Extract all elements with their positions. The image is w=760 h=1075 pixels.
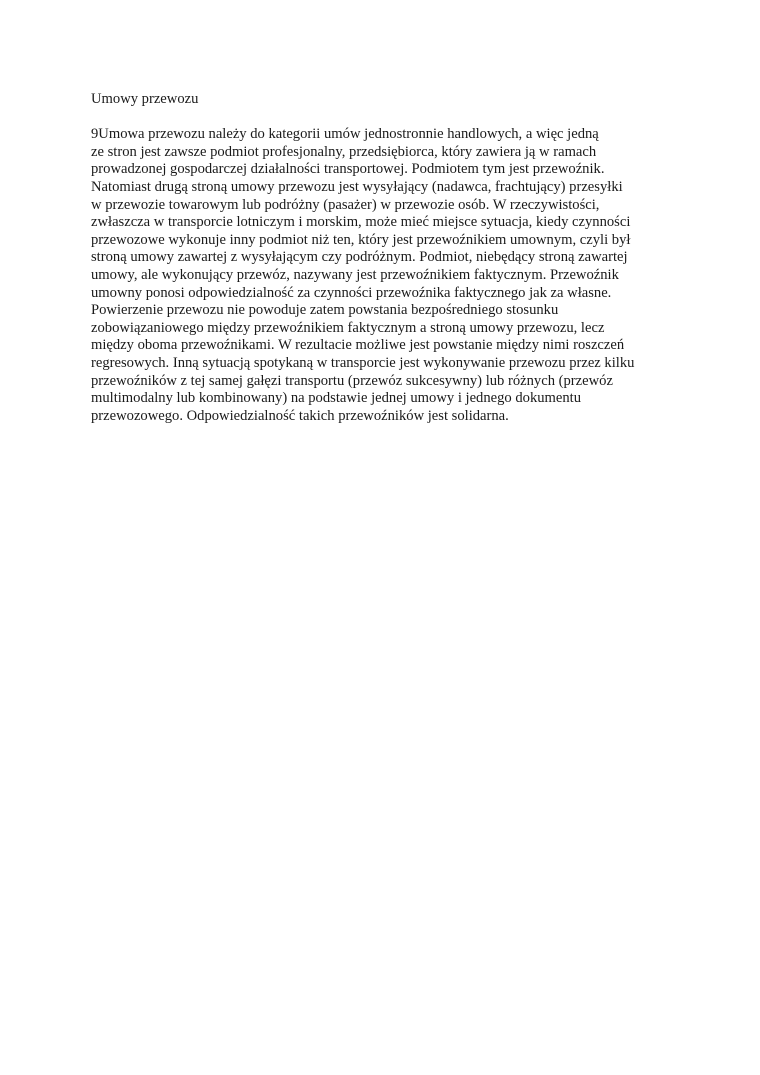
paragraph-line: Powierzenie przewozu nie powoduje zatem powstania bezpośredniego stosunku — [91, 302, 559, 319]
document-title: Umowy przewozu — [91, 91, 199, 107]
document-paragraph — [91, 126, 671, 425]
paragraph-line: Natomiast drugą stroną umowy przewozu jest wysyłający (nadawca, frachtujący) przesyłki — [91, 178, 623, 195]
document-body — [91, 91, 671, 425]
paragraph-line: umowny ponosi odpowiedzialność za czynności przewoźnika faktycznego jak za własne. — [91, 284, 612, 301]
paragraph-line: regresowych. Inną sytuacją spotykaną w transporcie jest wykonywanie przewozu przez kilku — [91, 354, 635, 371]
paragraph-line: między oboma przewoźnikami. W rezultacie możliwe jest powstanie między nimi roszczeń — [91, 337, 625, 354]
paragraph-line: w przewozie towarowym lub podróżny (pasażer) w przewozie osób. W rzeczywistości, — [91, 196, 600, 213]
paragraph-line: prowadzonej gospodarczej działalności transportowej. Podmiotem tym jest przewoźnik. — [91, 161, 605, 178]
paragraph-line: multimodalny lub kombinowany) na podstawie jednej umowy i jednego dokumentu — [91, 390, 582, 407]
paragraph-line: stroną umowy zawartej z wysyłającym czy podróżnym. Podmiot, niebędący stroną zawartej — [91, 249, 628, 266]
paragraph-line: przewozowego. Odpowiedzialność takich przewoźników jest solidarna. — [91, 407, 509, 424]
paragraph-line: zobowiązaniowego między przewoźnikiem faktycznym a stroną umowy przewozu, lecz — [91, 319, 605, 336]
paragraph-line: przewozowe wykonuje inny podmiot niż ten, który jest przewoźnikiem umownym, czyli był — [91, 231, 631, 248]
paragraph-line: umowy, ale wykonujący przewóz, nazywany jest przewoźnikiem faktycznym. Przewoźnik — [91, 266, 619, 283]
paragraph-line: 9Umowa przewozu należy do kategorii umów jednostronnie handlowych, a więc jedną — [91, 126, 599, 143]
paragraph-line: ze stron jest zawsze podmiot profesjonalny, przedsiębiorca, który zawiera ją w ramach — [91, 143, 597, 160]
paragraph-line: zwłaszcza w transporcie lotniczym i morskim, może mieć miejsce sytuacja, kiedy czynności — [91, 214, 631, 231]
paragraph-line: przewoźników z tej samej gałęzi transportu (przewóz sukcesywny) lub różnych (przewóz — [91, 372, 613, 389]
